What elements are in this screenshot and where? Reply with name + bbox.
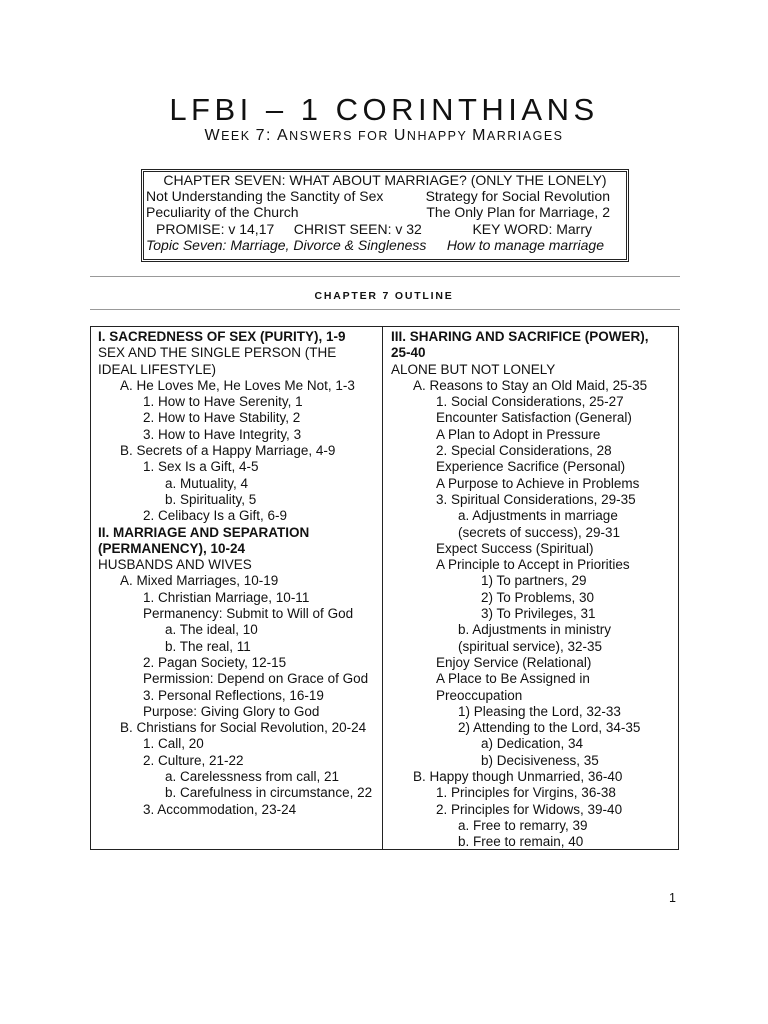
divider-line: [90, 276, 680, 277]
outline-line: 2. Celibacy Is a Gift, 6-9: [143, 508, 288, 524]
outline-line: a. Mutuality, 4: [165, 475, 249, 491]
outline-line: A Purpose to Achieve in Problems: [436, 475, 640, 491]
outline-line: a. Adjustments in marriage: [458, 508, 618, 524]
column-divider: [382, 327, 383, 849]
summary-right: The Only Plan for Marriage, 2: [426, 204, 610, 221]
subtitle-part: NHAPPY: [406, 129, 473, 143]
outline-line: A Plan to Adopt in Pressure: [436, 426, 601, 442]
summary-row: [144, 221, 626, 237]
summary-heading: CHAPTER SEVEN: WHAT ABOUT MARRIAGE? (ONLY THE LONELY): [163, 172, 607, 188]
outline-line: I. SACREDNESS OF SEX (PURITY), 1-9: [98, 329, 346, 344]
outline-line: 1) Pleasing the Lord, 32-33: [458, 703, 621, 719]
summary-right: Strategy for Social Revolution: [425, 188, 610, 205]
outline-line: Encounter Satisfaction (General): [436, 410, 632, 426]
summary-right: How to manage marriage: [446, 236, 604, 253]
outline-line: 3. Personal Reflections, 16-19: [143, 687, 324, 703]
outline-line: A Principle to Accept in Priorities: [436, 557, 630, 573]
outline-line: 1. How to Have Serenity, 1: [143, 394, 303, 410]
subtitle-part: 7: A: [255, 127, 290, 144]
outline-line: 2) Attending to the Lord, 34-35: [458, 720, 641, 736]
outline-line: (spiritual service), 32-35: [458, 638, 603, 654]
outline-line: b. The real, 11: [165, 638, 251, 654]
outline-line: Expect Success (Spiritual): [436, 540, 594, 556]
outline-line: III. SHARING AND SACRIFICE (POWER),: [391, 329, 649, 344]
outline-line: Permanency: Submit to Will of God: [143, 606, 354, 622]
outline-line: a. The ideal, 10: [165, 622, 258, 638]
outline-line: IDEAL LIFESTYLE): [98, 361, 217, 377]
outline-line: b. Free to remain, 40: [458, 834, 584, 850]
summary-left: Not Understanding the Sanctity of Sex: [146, 188, 384, 205]
subtitle-part: ARRIAGES: [486, 129, 564, 143]
outline-line: 1. Christian Marriage, 10-11: [143, 589, 310, 605]
outline-line: II. MARRIAGE AND SEPARATION: [98, 524, 310, 540]
outline-line: 1) To partners, 29: [481, 573, 587, 589]
summary-row: [144, 188, 626, 204]
outline-line: 25-40: [391, 345, 426, 361]
outline-line: 1. Social Considerations, 25-27: [436, 394, 624, 410]
outline-line: Enjoy Service (Relational): [436, 654, 592, 670]
chapter-summary-box: [141, 169, 629, 262]
outline-table: [90, 326, 679, 850]
page-title: LFBI – 1 CORINTHIANS: [169, 92, 599, 127]
subtitle-part: M: [472, 127, 487, 144]
outline-line: 2. Culture, 21-22: [143, 752, 244, 768]
outline-line: HUSBANDS AND WIVES: [98, 557, 252, 573]
subtitle-part: NSWERS FOR: [289, 129, 394, 143]
outline-line: Preoccupation: [436, 687, 523, 703]
summary-left: Topic Seven: Marriage, Divorce & Singleness: [146, 236, 427, 253]
outline-line: a) Dedication, 34: [481, 736, 584, 752]
outline-heading: CHAPTER 7 OUTLINE: [314, 290, 454, 302]
outline-line: B. Secrets of a Happy Marriage, 4-9: [120, 443, 336, 459]
outline-line: 3. Accommodation, 23-24: [143, 801, 297, 817]
outline-line: 2. How to Have Stability, 2: [143, 410, 301, 426]
outline-line: 1. Principles for Virgins, 36-38: [436, 785, 616, 801]
summary-row: [144, 237, 626, 253]
subtitle-part: W: [204, 127, 222, 144]
page-number: 1: [669, 891, 676, 905]
summary-right: KEY WORD: Marry: [472, 220, 592, 237]
outline-line: 2. Special Considerations, 28: [436, 443, 612, 459]
outline-line: B. Christians for Social Revolution, 20-24: [120, 720, 367, 736]
outline-line: Purpose: Giving Glory to God: [143, 703, 320, 719]
outline-right-column: [391, 329, 649, 851]
summary-left: PROMISE: v 14,17 CHRIST SEEN: v 32: [156, 220, 422, 237]
outline-line: b. Adjustments in ministry: [458, 622, 612, 638]
outline-line: 3) To Privileges, 31: [481, 606, 596, 622]
outline-line: 1. Call, 20: [143, 736, 204, 752]
outline-line: (PERMANENCY), 10-24: [98, 540, 246, 556]
outline-line: 3. How to Have Integrity, 3: [143, 426, 302, 442]
outline-line: b. Spirituality, 5: [165, 491, 257, 507]
subtitle-part: U: [393, 127, 407, 144]
page-subtitle: [0, 127, 768, 145]
outline-line: 1. Sex Is a Gift, 4-5: [143, 459, 259, 475]
outline-line: A. Mixed Marriages, 10-19: [120, 573, 279, 589]
subtitle-part: EEK: [221, 129, 256, 143]
outline-line: (secrets of success), 29-31: [458, 524, 621, 540]
outline-line: ALONE BUT NOT LONELY: [391, 361, 556, 377]
summary-left: Peculiarity of the Church: [146, 204, 299, 221]
outline-line: a. Free to remarry, 39: [458, 817, 588, 833]
outline-line: b) Decisiveness, 35: [481, 752, 599, 768]
outline-line: A Place to Be Assigned in: [436, 671, 590, 687]
outline-line: Experience Sacrifice (Personal): [436, 459, 626, 475]
divider-line: [90, 309, 680, 310]
summary-row: [144, 204, 626, 220]
outline-line: SEX AND THE SINGLE PERSON (THE: [98, 345, 337, 361]
outline-line: b. Carefulness in circumstance, 22: [165, 785, 373, 801]
outline-line: A. Reasons to Stay an Old Maid, 25-35: [413, 377, 648, 393]
outline-line: 2. Pagan Society, 12-15: [143, 654, 287, 670]
outline-line: A. He Loves Me, He Loves Me Not, 1-3: [120, 377, 355, 393]
outline-line: 2. Principles for Widows, 39-40: [436, 801, 623, 817]
outline-line: 3. Spiritual Considerations, 29-35: [436, 491, 636, 507]
outline-line: Permission: Depend on Grace of God: [143, 671, 369, 687]
outline-left-column: [98, 329, 372, 818]
outline-line: 2) To Problems, 30: [481, 589, 595, 605]
outline-line: a. Carelessness from call, 21: [165, 769, 340, 785]
outline-line: B. Happy though Unmarried, 36-40: [413, 769, 623, 785]
